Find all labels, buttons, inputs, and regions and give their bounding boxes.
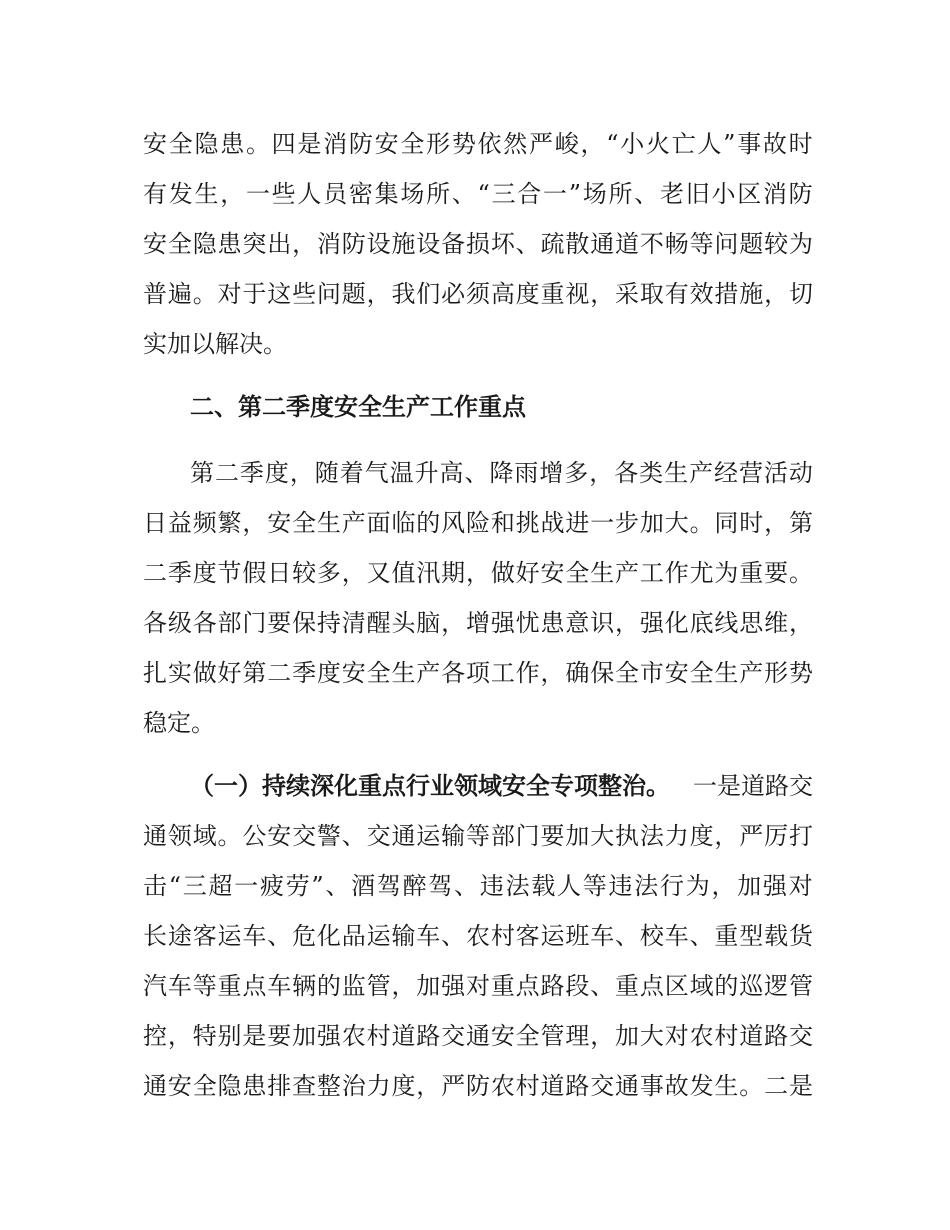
subsection-heading: （一）持续深化重点行业领域安全专项整治。 (190, 772, 670, 800)
paragraph-line: 扎 实 做 好 第 二 季 度 安 全 生 产 各 项 工 作 ， 确 保 全 市 安 全 生 产 形 势 (143, 659, 813, 687)
section-heading: 二、第二季度安全生产工作重点 (190, 393, 526, 421)
paragraph-line: 控 ， 特 别 是 要 加 强 农 村 道 路 交 通 安 全 管 理 ， 加 大 对 农 村 道 路 交 (143, 1022, 813, 1050)
paragraph-text: 一是道路交 (693, 772, 813, 800)
paragraph-line: 有 发 生 ， 一 些 人 员 密 集 场 所 、 “ 三 合 一 ” 场 所 、 老 旧 小 区 消 防 (143, 180, 813, 208)
paragraph-line: 通 领 域 。 公 安 交 警 、 交 通 运 输 等 部 门 要 加 大 执 法 力 度 ， 严 厉 打 (143, 822, 813, 850)
paragraph-line: 汽 车 等 重 点 车 辆 的 监 管 ， 加 强 对 重 点 路 段 、 重 点 区 域 的 巡 逻 管 (143, 972, 813, 1000)
paragraph-line: 安 全 隐 患 。 四 是 消 防 安 全 形 势 依 然 严 峻 ， “ 小 火 亡 人 ” 事 故 时 (143, 130, 813, 158)
paragraph-line: 日 益 频 繁 ， 安 全 生 产 面 临 的 风 险 和 挑 战 进 一 步 加 大 。 同 时 ， 第 (143, 509, 813, 537)
paragraph-line: 普 遍 。 对 于 这 些 问 题 ， 我 们 必 须 高 度 重 视 ， 采 取 有 效 措 施 ， 切 (143, 280, 813, 308)
paragraph-line: 稳定。 (143, 709, 215, 737)
paragraph-line: 通 安 全 隐 患 排 查 整 治 力 度 ， 严 防 农 村 道 路 交 通 事 故 发 生 。 二 是 (143, 1072, 813, 1100)
paragraph-line: 实加以解决。 (143, 330, 287, 358)
paragraph-line: 各 级 各 部 门 要 保 持 清 醒 头 脑 ， 增 强 忧 患 意 识 ， 强 化 底 线 思 维 ， (143, 609, 813, 637)
paragraph-line: 击 “ 三 超 一 疲 劳 ” 、 酒 驾 醉 驾 、 违 法 载 人 等 违 法 行 为 ， 加 强 对 (143, 872, 813, 900)
paragraph-line: 二 季 度 节 假 日 较 多 ， 又 值 汛 期 ， 做 好 安 全 生 产 工 作 尤 为 重 要 。 (143, 559, 813, 587)
paragraph-line: 长 途 客 运 车 、 危 化 品 运 输 车 、 农 村 客 运 班 车 、 校 车 、 重 型 载 货 (143, 922, 813, 950)
paragraph-first-line (190, 766, 813, 806)
paragraph-line: 安 全 隐 患 突 出 ， 消 防 设 施 设 备 损 坏 、 疏 散 通 道 不 畅 等 问 题 较 为 (143, 230, 813, 258)
paragraph-line: 第 二 季 度 ， 随 着 气 温 升 高 、 降 雨 增 多 ， 各 类 生 产 经 营 活 动 (190, 459, 813, 487)
